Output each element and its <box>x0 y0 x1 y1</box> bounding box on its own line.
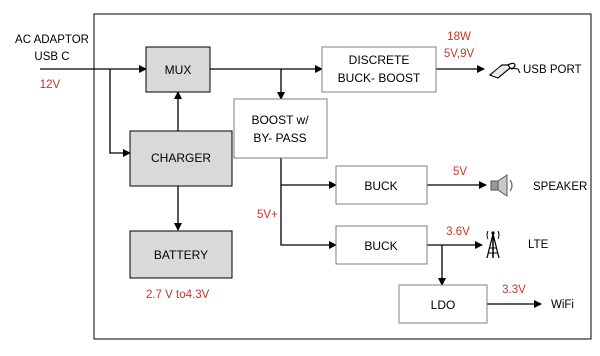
wire-boost-to-buck1 <box>281 158 336 185</box>
usb-voltage-label: 5V,9V <box>443 48 475 60</box>
rail-voltage-label: 5V+ <box>257 209 278 221</box>
buckboost-label-line2: BUCK- BOOST <box>337 71 421 85</box>
charger-block <box>130 131 232 186</box>
buck-speaker-block <box>336 166 427 204</box>
mux-label: MUX <box>164 63 192 77</box>
usb-plug-icon <box>490 63 520 78</box>
boost-label-line1: BOOST w/ <box>251 113 309 127</box>
boost-label-line2: BY- PASS <box>253 131 307 145</box>
buck1-label: BUCK <box>364 179 398 193</box>
battery-range-label: 2.7 V to4.3V <box>146 289 210 301</box>
usb-power-label: 18W <box>447 31 471 43</box>
input-voltage: 12V <box>39 79 61 91</box>
wire-boost-to-buck2 <box>281 185 336 245</box>
battery-label: BATTERY <box>153 248 209 262</box>
wifi-voltage-label: 3.3V <box>502 284 526 296</box>
lte-voltage-label: 3.6V <box>446 226 470 238</box>
mux-block <box>146 47 210 92</box>
antenna-tower-icon <box>487 231 499 258</box>
ldo-label: LDO <box>430 298 456 312</box>
buck-boost-block <box>322 47 436 92</box>
buck2-label: BUCK <box>364 239 398 253</box>
charger-label: CHARGER <box>150 151 212 165</box>
speaker-voltage-label: 5V <box>452 166 468 178</box>
buck-lte-block <box>336 226 427 264</box>
wifi-label: WiFi <box>551 299 574 311</box>
input-title-line2: USB C <box>34 51 70 63</box>
speaker-label: SPEAKER <box>533 181 588 193</box>
lte-label: LTE <box>528 239 549 251</box>
boost-bypass-block <box>234 99 327 158</box>
input-title-line1: AC ADAPTOR <box>15 34 89 46</box>
usb-port-label: USB PORT <box>523 64 582 76</box>
speaker-icon <box>491 175 512 196</box>
wire-input-to-charger <box>110 69 130 153</box>
battery-block <box>130 231 232 278</box>
ldo-block <box>399 285 487 323</box>
buckboost-label-line1: DISCRETE <box>348 53 410 67</box>
